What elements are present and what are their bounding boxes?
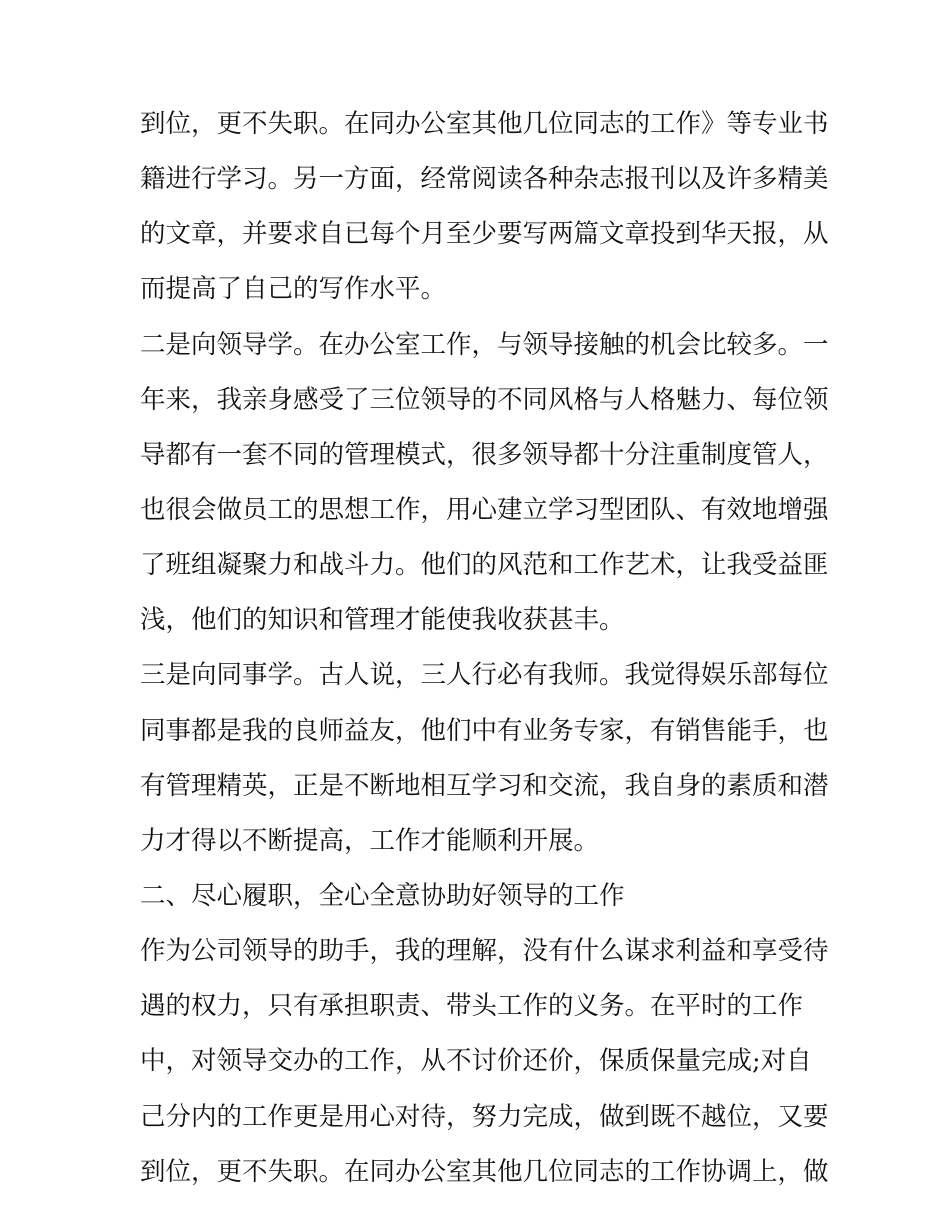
- text-line: 有管理精英，正是不断地相互学习和交流，我自身的素质和潜: [140, 770, 829, 801]
- text-line: 中，对领导交办的工作，从不讨价还价，保质保量完成;对自: [140, 1046, 812, 1077]
- text-line: 遇的权力，只有承担职责、带头工作的义务。在平时的工作: [140, 991, 804, 1022]
- text-line: 浅，他们的知识和管理才能使我收获甚丰。: [140, 605, 625, 636]
- text-line: 同事都是我的良师益友，他们中有业务专家，有销售能手，也: [140, 715, 829, 746]
- text-line: 到位，更不失职。在同办公室其他几位同志的工作协调上，做: [140, 1156, 829, 1187]
- text-line: 到位，更不失职。在同办公室其他几位同志的工作》等专业书: [140, 109, 829, 139]
- document-body: [140, 97, 830, 1200]
- text-line: 导都有一套不同的管理模式，很多领导都十分注重制度管人，: [140, 439, 829, 470]
- text-line: 也很会做员工的思想工作，用心建立学习型团队、有效地增强: [140, 494, 829, 525]
- text-line: 籍进行学习。另一方面，经常阅读各种杂志报刊以及许多精美: [140, 164, 829, 195]
- text-line: 作为公司领导的助手，我的理解，没有什么谋求利益和享受待: [140, 936, 829, 967]
- section-heading: 二、尽心履职，全心全意协助好领导的工作: [140, 880, 625, 911]
- text-line: 己分内的工作更是用心对待，努力完成，做到既不越位，又要: [140, 1101, 829, 1132]
- text-line: 力才得以不断提高，工作才能顺利开展。: [140, 825, 600, 856]
- text-line: 二是向领导学。在办公室工作，与领导接触的机会比较多。一: [140, 329, 829, 360]
- text-line: 而提高了自己的写作水平。: [140, 274, 447, 305]
- text-line: 年来，我亲身感受了三位领导的不同风格与人格魅力、每位领: [140, 384, 829, 415]
- text-line: 了班组凝聚力和战斗力。他们的风范和工作艺术，让我受益匪: [140, 550, 829, 581]
- text-line: 的文章，并要求自已每个月至少要写两篇文章投到华天报，从: [140, 219, 829, 250]
- text-line: 三是向同事学。古人说，三人行必有我师。我觉得娱乐部每位: [140, 660, 829, 691]
